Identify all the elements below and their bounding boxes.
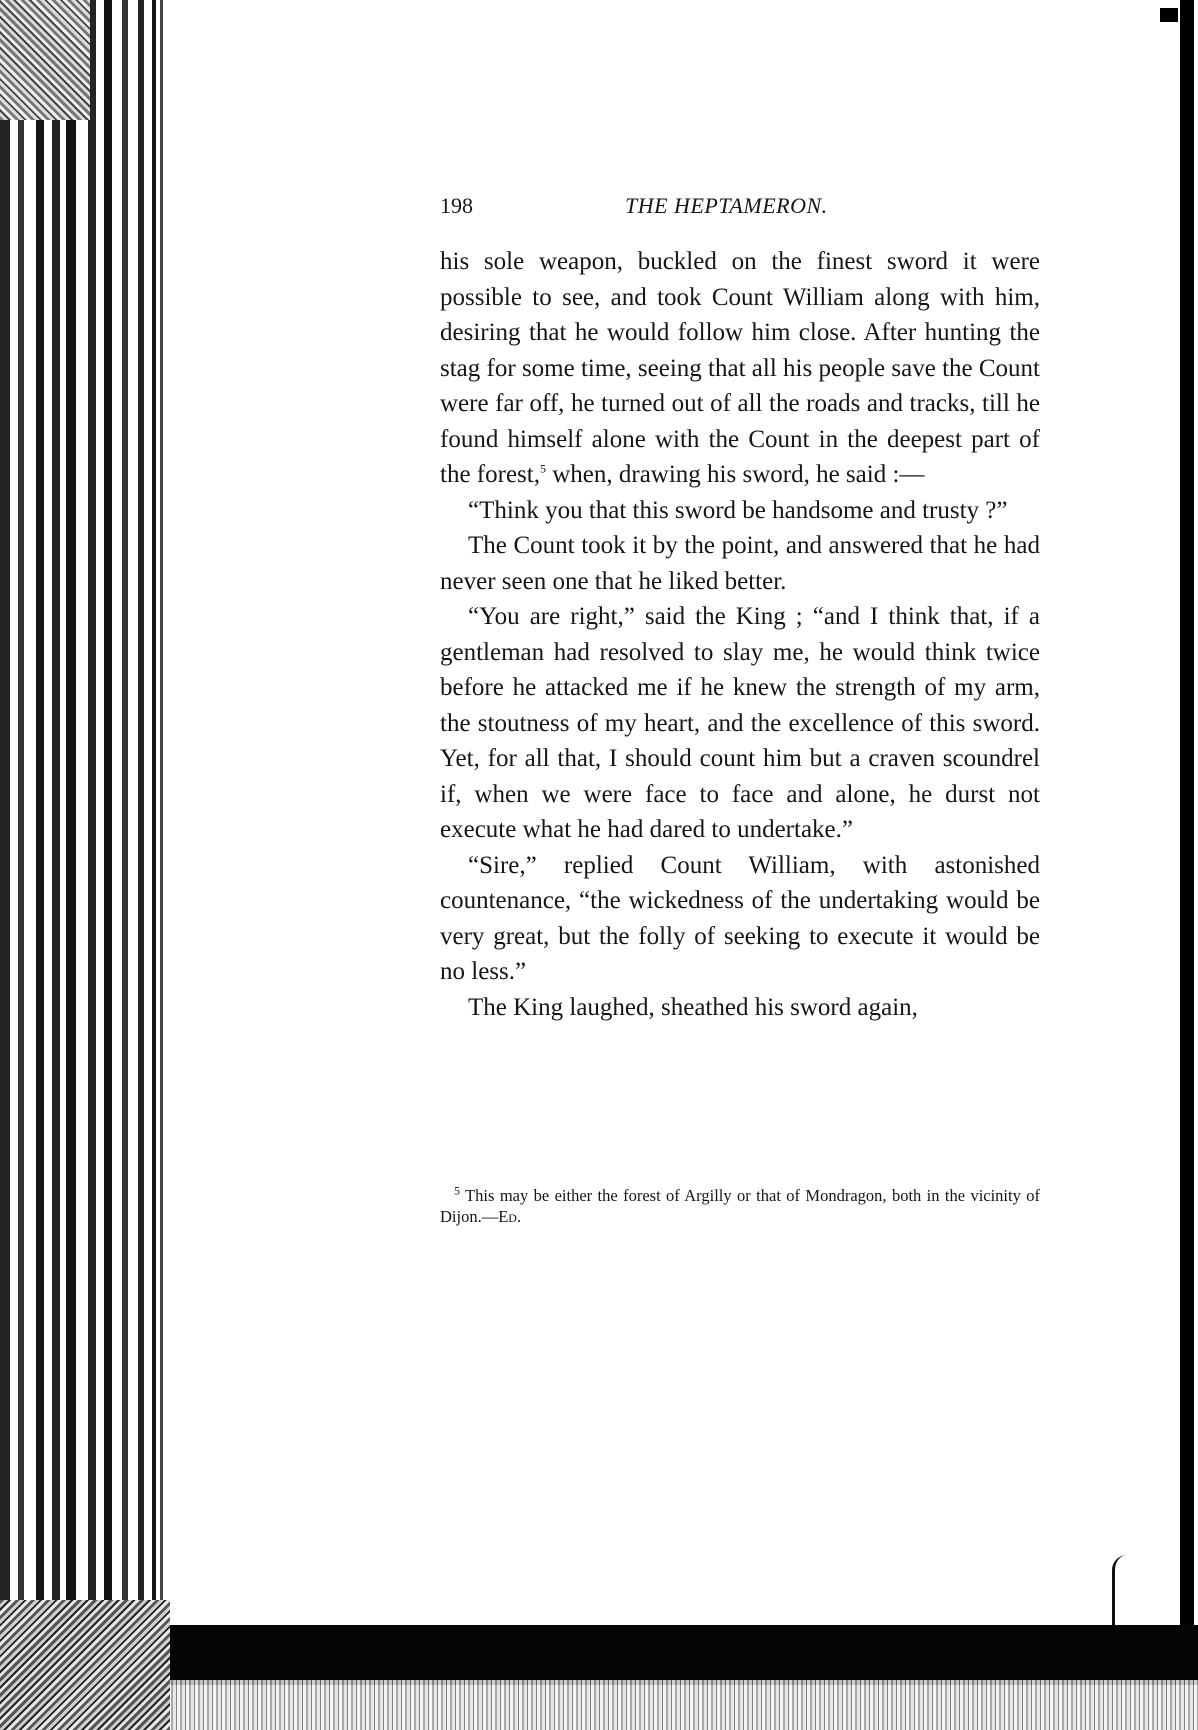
paragraph: The King laughed, sheathed his sword again, — [468, 993, 918, 1021]
footnote-text: This may be either the forest of Argilly or that of Mondragon, both in the vicinity of Dijon.— — [440, 1186, 1040, 1226]
book-edge-bottom — [0, 1625, 1198, 1685]
paragraph: “Think you that this sword be handsome and trusty ?” — [468, 496, 1008, 524]
footnote-signature: Ed. — [498, 1207, 522, 1226]
book-corner-top-right — [1160, 8, 1178, 22]
page-header — [440, 191, 1040, 221]
paragraph — [440, 244, 1040, 493]
paragraph-text-part: his sole weapon, buckled on the finest sword it were possible to see, and took Count William along with him, desiring that he would follow him close. After hunting the stag for some time, seeing that all his people save the Count were far off, he turned out of all the roads and tracks, till he found himself alone with the Count in the deepest part of the forest, — [440, 248, 1040, 488]
paragraph: “Sire,” replied Count William, with astonished countenance, “the wickedness of the undertaking would be very great, but the folly of seeking to execute it would be no less.” — [440, 851, 1040, 985]
paragraph-text-part: when, drawing his sword, he said :— — [545, 461, 925, 488]
page-number: 198 — [440, 193, 473, 218]
scan-noise-bottom — [0, 1680, 1198, 1730]
running-title: THE HEPTAMERON. — [625, 193, 828, 218]
page-curl-right — [1112, 1555, 1127, 1625]
book-gutter-edge-left — [0, 0, 175, 1640]
body-text — [440, 244, 1040, 1025]
footnote — [440, 1185, 1040, 1227]
scan-noise-top-left — [0, 0, 90, 120]
paragraph: “You are right,” said the King ; “and I think that, if a gentleman had resolved to slay me, he would think twice before he attacked me if he knew the strength of my arm, the stoutness of my heart, and the excellence of this sword. Yet, for all that, I should count him but a craven scoundrel if, when we were face to face and alone, he durst not execute what he had dared to undertake.” — [440, 603, 1040, 843]
scan-noise-bottom-left — [0, 1600, 170, 1730]
paragraph: The Count took it by the point, and answered that he had never seen one that he liked better. — [440, 532, 1040, 595]
footnote-reference: 5 — [539, 461, 546, 476]
footnote-marker: 5 — [454, 1183, 460, 1198]
book-edge-right — [1172, 0, 1198, 1640]
